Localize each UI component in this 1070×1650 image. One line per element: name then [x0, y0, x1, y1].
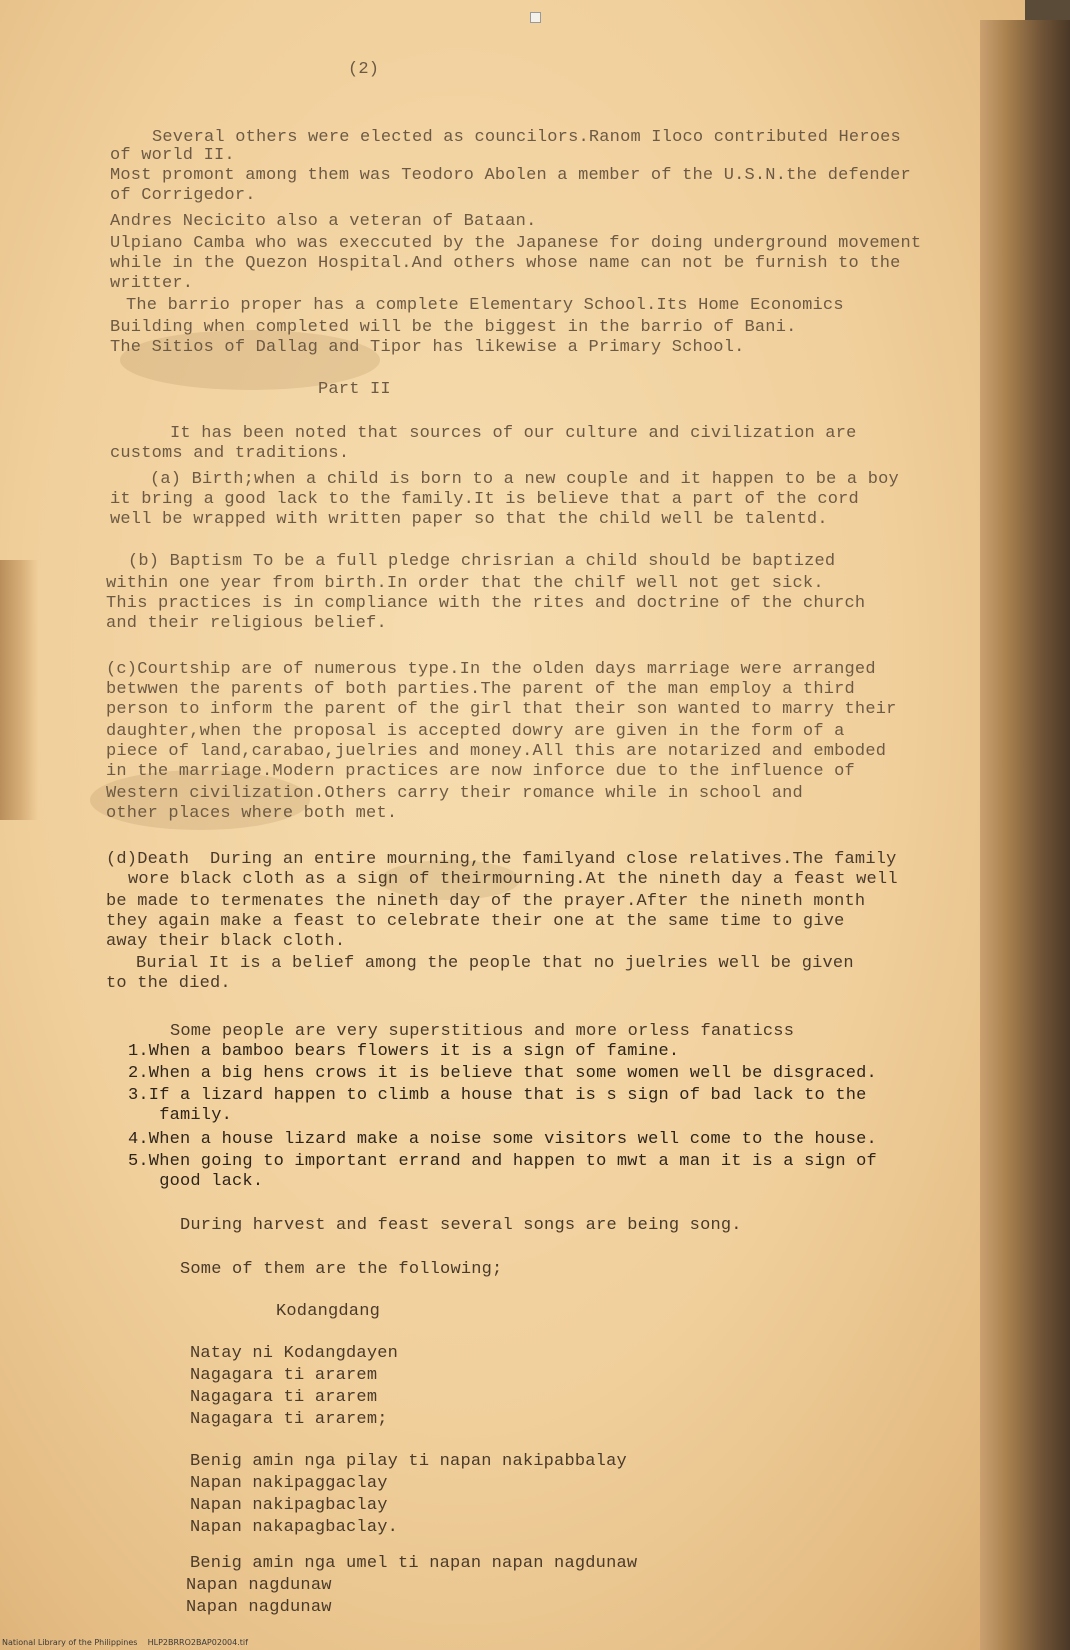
- book-binding-edge: [980, 20, 1070, 1650]
- scan-marker-icon: [530, 12, 541, 23]
- text-line: Some people are very superstitious and more orless fanaticss: [170, 1022, 795, 1041]
- text-line: Building when completed will be the biggest in the barrio of Bani.: [110, 318, 797, 337]
- text-line: well be wrapped with written paper so that the child well be talentd.: [110, 510, 828, 529]
- text-line: it bring a good lack to the family.It is believe that a part of the cord: [110, 490, 859, 509]
- torn-page-edge: [0, 560, 38, 820]
- text-line: and their religious belief.: [106, 614, 387, 633]
- text-line: Andres Necicito also a veteran of Bataan.: [110, 212, 537, 231]
- text-line: betwwen the parents of both parties.The parent of the man employ a third: [106, 680, 855, 699]
- list-item: 5.When going to important errand and happen to mwt a man it is a sign of: [128, 1152, 877, 1171]
- list-item: family.: [128, 1106, 233, 1125]
- text-line: (b) Baptism To be a full pledge chrisrian a child should be baptized: [128, 552, 836, 571]
- list-item: good lack.: [128, 1172, 264, 1191]
- song-line: Natay ni Kodangdayen: [190, 1344, 399, 1363]
- text-line: Several others were elected as councilors.Ranom Iloco contributed Heroes: [152, 128, 901, 147]
- list-item: 2.When a big hens crows it is believe that some women well be disgraced.: [128, 1064, 877, 1083]
- song-line: Nagagara ti ararem;: [190, 1410, 388, 1429]
- text-line: Ulpiano Camba who was execcuted by the Japanese for doing underground movement: [110, 234, 922, 253]
- text-line: The Sitios of Dallag and Tipor has likewise a Primary School.: [110, 338, 745, 357]
- text-line: Burial It is a belief among the people that no juelries well be given: [136, 954, 854, 973]
- text-line: while in the Quezon Hospital.And others whose name can not be furnish to the: [110, 254, 901, 273]
- text-line: of Corrigedor.: [110, 186, 256, 205]
- text-line: During harvest and feast several songs are being song.: [180, 1216, 742, 1235]
- section-heading: Part II: [318, 380, 391, 399]
- text-line: Most promont among them was Teodoro Abolen a member of the U.S.N.the defender: [110, 166, 911, 185]
- song-line: Napan nakipagbaclay: [190, 1496, 388, 1515]
- song-line: Napan nagdunaw: [186, 1576, 332, 1595]
- text-line: wore black cloth as a sign of theirmourning.At the nineth day a feast well: [128, 870, 898, 889]
- text-line: daughter,when the proposal is accepted dowry are given in the form of a: [106, 722, 845, 741]
- text-line: of world II.: [110, 146, 235, 165]
- text-line: away their black cloth.: [106, 932, 346, 951]
- list-item: 4.When a house lizard make a noise some visitors well come to the house.: [128, 1130, 877, 1149]
- text-line: be made to termenates the nineth day of the prayer.After the nineth month: [106, 892, 866, 911]
- page-number: (2): [348, 60, 380, 79]
- text-line: in the marriage.Modern practices are now inforce due to the influence of: [106, 762, 855, 781]
- text-line: piece of land,carabao,juelries and money.All this are notarized and emboded: [106, 742, 887, 761]
- text-line: Some of them are the following;: [180, 1260, 503, 1279]
- song-line: Napan nakapagbaclay.: [190, 1518, 399, 1537]
- song-line: Nagagara ti ararem: [190, 1366, 378, 1385]
- text-line: It has been noted that sources of our culture and civilization are: [170, 424, 857, 443]
- text-line: person to inform the parent of the girl that their son wanted to marry their: [106, 700, 897, 719]
- song-line: Benig amin nga pilay ti napan nakipabbalay: [190, 1452, 627, 1471]
- text-line: This practices is in compliance with the rites and doctrine of the church: [106, 594, 866, 613]
- text-line: they again make a feast to celebrate their one at the same time to give: [106, 912, 845, 931]
- text-line: writter.: [110, 274, 194, 293]
- song-line: Napan nagdunaw: [186, 1598, 332, 1617]
- list-item: 1.When a bamboo bears flowers it is a sign of famine.: [128, 1042, 680, 1061]
- song-line: Nagagara ti ararem: [190, 1388, 378, 1407]
- text-line: customs and traditions.: [110, 444, 350, 463]
- text-line: other places where both met.: [106, 804, 398, 823]
- scan-footer: National Library of the Philippines HLP2BRRO2BAP02004.tif: [2, 1638, 248, 1647]
- text-line: The barrio proper has a complete Elementary School.Its Home Economics: [126, 296, 844, 315]
- text-line: Western civilization.Others carry their romance while in school and: [106, 784, 803, 803]
- text-line: (a) Birth;when a child is born to a new couple and it happen to be a boy: [150, 470, 899, 489]
- text-line: (d)Death During an entire mourning,the familyand close relatives.The family: [106, 850, 897, 869]
- song-title: Kodangdang: [276, 1302, 381, 1321]
- text-line: to the died.: [106, 974, 231, 993]
- list-item: 3.If a lizard happen to climb a house that is s sign of bad lack to the: [128, 1086, 867, 1105]
- text-line: within one year from birth.In order that the chilf well not get sick.: [106, 574, 824, 593]
- text-line: (c)Courtship are of numerous type.In the olden days marriage were arranged: [106, 660, 876, 679]
- song-line: Napan nakipaggaclay: [190, 1474, 388, 1493]
- song-line: Benig amin nga umel ti napan napan nagdunaw: [190, 1554, 638, 1573]
